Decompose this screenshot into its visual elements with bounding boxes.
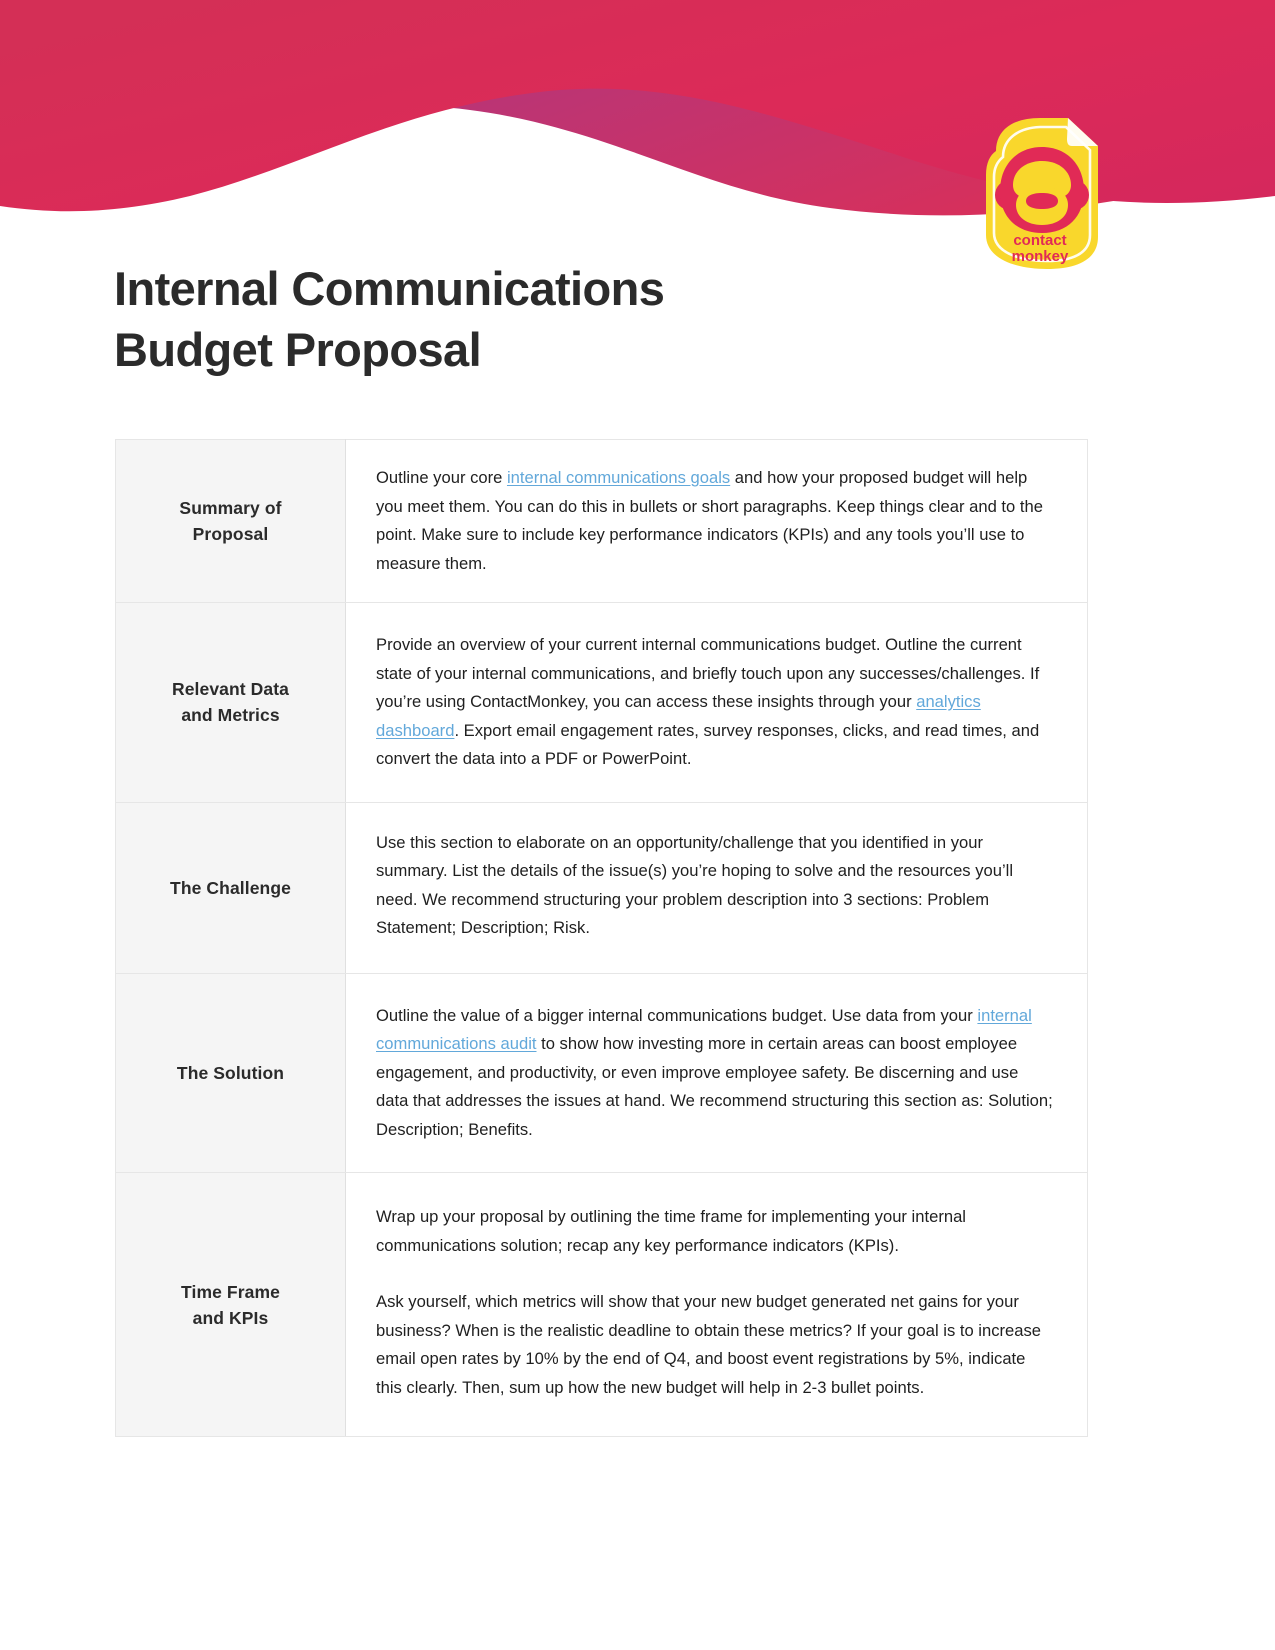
body-text: Ask yourself, which metrics will show that your new budget generated net gains for your business? When is the realistic deadline to obtain these metrics? If your goal is to increase email open rates by 10% by the end of Q4, and boost event registrations by 5%, indicate this clearly. Then, sum up how the new budget will help in 2-3 bullet points. bbox=[376, 1292, 1042, 1397]
inline-link[interactable]: internal communications audit bbox=[376, 1005, 1032, 1053]
row-body-cell bbox=[346, 440, 1088, 603]
row-label-line-1: The Challenge bbox=[170, 877, 291, 898]
row-body-cell bbox=[346, 603, 1088, 803]
row-label-line-1: Time Frame bbox=[181, 1281, 280, 1302]
badge-peel-corner bbox=[1067, 118, 1098, 146]
body-text: and how your proposed budget will help you meet them. You can do this in bullets or short paragraphs. Keep things clear and to the point. Make sure to include key performance indicators (KPIs) and any tools you’ll use to measure them. bbox=[376, 468, 1043, 573]
row-label-line-1: Summary of bbox=[179, 498, 282, 518]
body-text: Use this section to elaborate on an opportunity/challenge that you identified in your summary. List the details of the issue(s) you’re hoping to solve and the resources you’ll need. We recommend structuring your problem description into 3 sections: Problem Statement; Description; Risk. bbox=[376, 832, 1014, 937]
body-text: . Export email engagement rates, survey responses, clicks, and read times, and convert the data into a PDF or PowerPoint. bbox=[376, 720, 1040, 768]
body-paragraph bbox=[376, 1288, 1053, 1402]
row-label-cell bbox=[116, 440, 346, 603]
page-title-line-2: Budget Proposal bbox=[114, 323, 482, 376]
body-text: Wrap up your proposal by outlining the time frame for implementing your internal communications solution; recap any key performance indicators (KPIs). bbox=[376, 1207, 966, 1255]
body-paragraph bbox=[376, 829, 1053, 943]
inline-link[interactable]: analytics dashboard bbox=[376, 692, 981, 740]
body-paragraph bbox=[376, 1203, 1053, 1260]
proposal-table bbox=[115, 439, 1088, 1437]
row-body-cell bbox=[346, 973, 1088, 1173]
page-title bbox=[114, 258, 934, 380]
table-row bbox=[116, 802, 1088, 973]
inline-link[interactable]: internal communications goals bbox=[506, 468, 731, 487]
row-label-line-1: The Solution bbox=[176, 1062, 285, 1083]
body-text: to show how investing more in certain areas can boost employee engagement, and productivity, or even improve employee safety. Be discerning and use data that addresses the issues at hand. We recommend structuring this section as: Solution; Description; Benefits. bbox=[376, 1034, 1053, 1139]
row-label-line-2: and Metrics bbox=[181, 705, 280, 726]
row-label-line-2: Proposal bbox=[192, 524, 269, 544]
body-paragraph bbox=[376, 464, 1053, 578]
row-label-cell bbox=[116, 973, 346, 1173]
logo-word-contact: contact bbox=[1013, 232, 1067, 249]
body-text: Outline the value of a bigger internal communications budget. Use data from your bbox=[376, 1005, 978, 1025]
row-label-line-2: and KPIs bbox=[192, 1307, 269, 1328]
logo-word-monkey: monkey bbox=[1011, 248, 1069, 265]
contactmonkey-logo bbox=[968, 113, 1113, 273]
row-body-cell bbox=[346, 802, 1088, 973]
table-row bbox=[116, 1173, 1088, 1437]
row-label-cell bbox=[116, 1173, 346, 1437]
body-paragraph bbox=[376, 1002, 1053, 1145]
row-label-cell bbox=[116, 802, 346, 973]
body-text: Provide an overview of your current internal communications budget. Outline the current state of your internal communications, and briefly touch upon any successes/challenges. If you’re using ContactMonkey, you can access these insights through your bbox=[376, 635, 1040, 711]
page-title-line-1: Internal Communications bbox=[114, 262, 665, 315]
body-paragraph bbox=[376, 631, 1053, 774]
row-body-cell bbox=[346, 1173, 1088, 1437]
proposal-table-body bbox=[116, 440, 1088, 1437]
row-label-line-1: Relevant Data bbox=[171, 679, 290, 700]
row-label-cell bbox=[116, 603, 346, 803]
table-row bbox=[116, 603, 1088, 803]
body-text: Outline your core bbox=[376, 468, 507, 487]
table-row bbox=[116, 440, 1088, 603]
table-row bbox=[116, 973, 1088, 1173]
